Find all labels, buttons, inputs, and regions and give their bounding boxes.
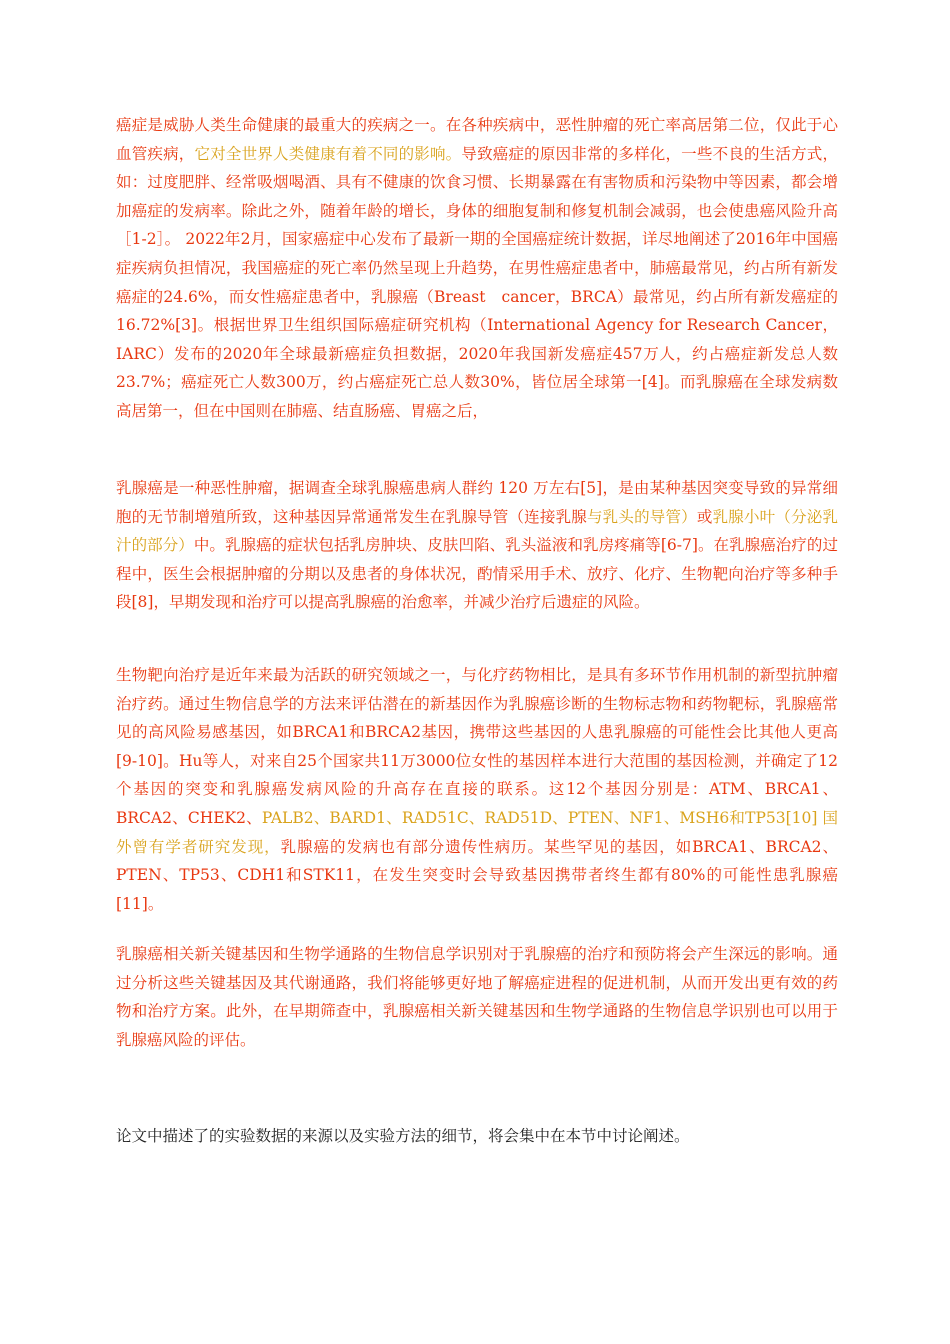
paragraph-3-text-b: 乳腺癌的发病也有部分遗传性病历。某些罕见的基因，如BRCA1、BRCA2、PTEN、TP53、CDH1和STK11，在发生突变时会导致基因携带者终生都有80%的可能性患乳腺癌[11]。 [116, 837, 838, 913]
paragraph-2-highlight-a: 与乳头的导管） [586, 507, 697, 526]
paragraph-1-text-a: 癌症是威胁人类生命健康的最重大的疾病之一。在各种疾病中，恶性肿瘤的死亡率高居第二位，仅此于心血管疾病， [116, 116, 838, 163]
paragraph-3-highlight: PALB2、BARD1、RAD51C、RAD51D、PTEN、NF1、MSH6和TP53[10] 国外曾有学者研究发现， [116, 808, 839, 856]
paragraph-1-text-b: 导致癌症的原因非常的多样化，一些不良的生活方式，如：过度肥胖、经常吸烟喝酒、具有不健康的饮食习惯、长期暴露在有害物质和污染物中等因素，都会增加癌症的发病率。除此之外，随着年龄的增长，身体的细胞复制和修复机制会减弱，也会使患癌风险升高［1-2］。 2022年2月，国家癌症中心发布了最新一期的全国癌症统计数据，详尽地阐述了2016年中国癌症疾病负担情况，我国癌症的死亡率仍然呈现上升趋势，在男性癌症患者中，肺癌最常见，约占所有新发癌症的24.6%，而女性癌症患者中，乳腺癌（Breast cancer，BRCA）最常见，约占所有新发癌症的16.72%[3]。根据世界卫生组织国际癌症研究机构（International Agency for Research Cancer，IARC）发布的2020年全球最新癌症负担数据，2020年我国新发癌症457万人，约占癌症新发总人数23.7%；癌症死亡人数300万，约占癌症死亡总人数30%，皆位居全球第一[4]。而乳腺癌在全球发病数高居第一，但在中国则在肺癌、结直肠癌、胃癌之后， [116, 144, 838, 420]
paragraph-methods-intro: 论文中描述了的实验数据的来源以及实验方法的细节，将会集中在本节中讨论阐述。 [116, 1127, 690, 1145]
paragraph-1-highlight: 它对全世界人类健康有着不同的影响。 [194, 144, 462, 163]
paragraph-2-text-or: 或 [696, 507, 713, 526]
paragraph-2-highlight-b: 乳腺小叶（分泌乳汁的部分） [116, 507, 838, 555]
paragraph-2-text-a: 乳腺癌是一种恶性肿瘤，据调查全球乳腺癌患病人群约 120 万左右[5]，是由某种基因突变导致的异常细胞的无节制增殖所致，这种基因异常通常发生在乳腺导管（连接乳腺 [116, 479, 838, 526]
paragraph-cancer-overview [116, 111, 838, 426]
paragraph-2-text-b: 中。乳腺癌的症状包括乳房肿块、皮肤凹陷、乳头溢液和乳房疼痛等[6-7]。在乳腺癌治疗的过程中，医生会根据肿瘤的分期以及患者的身体状况，酌情采用手术、放疗、化疗、生物靶向治疗等多种手段[8]，早期发现和治疗可以提高乳腺癌的治愈率，并减少治疗后遗症的风险。 [116, 536, 838, 612]
paragraph-bioinformatics-impact: 乳腺癌相关新关键基因和生物学通路的生物信息学识别对于乳腺癌的治疗和预防将会产生深远的影响。通过分析这些关键基因及其代谢通路，我们将能够更好地了解癌症进程的促进机制，从而开发出更有效的药物和治疗方案。此外，在早期筛查中，乳腺癌相关新关键基因和生物学通路的生物信息学识别也可以用于乳腺癌风险的评估。 [116, 945, 838, 1049]
paragraph-breast-cancer-intro [116, 474, 838, 617]
paragraph-3-text-a: 生物靶向治疗是近年来最为活跃的研究领域之一，与化疗药物相比，是具有多环节作用机制的新型抗肿瘤治疗药。通过生物信息学的方法来评估潜在的新基因作为乳腺癌诊断的生物标志物和药物靶标，乳腺癌常见的高风险易感基因，如BRCA1和BRCA2基因，携带这些基因的人患乳腺癌的可能性会比其他人更高[9-10]。Hu等人，对来自25个国家共11万3000位女性的基因样本进行大范围的基因检测，并确定了12个基因的突变和乳腺癌发病风险的升高存在直接的联系。这12个基因分别是：ATM、BRCA1、BRCA2、CHEK2、 [116, 666, 838, 827]
paragraph-targeted-therapy [116, 661, 838, 918]
